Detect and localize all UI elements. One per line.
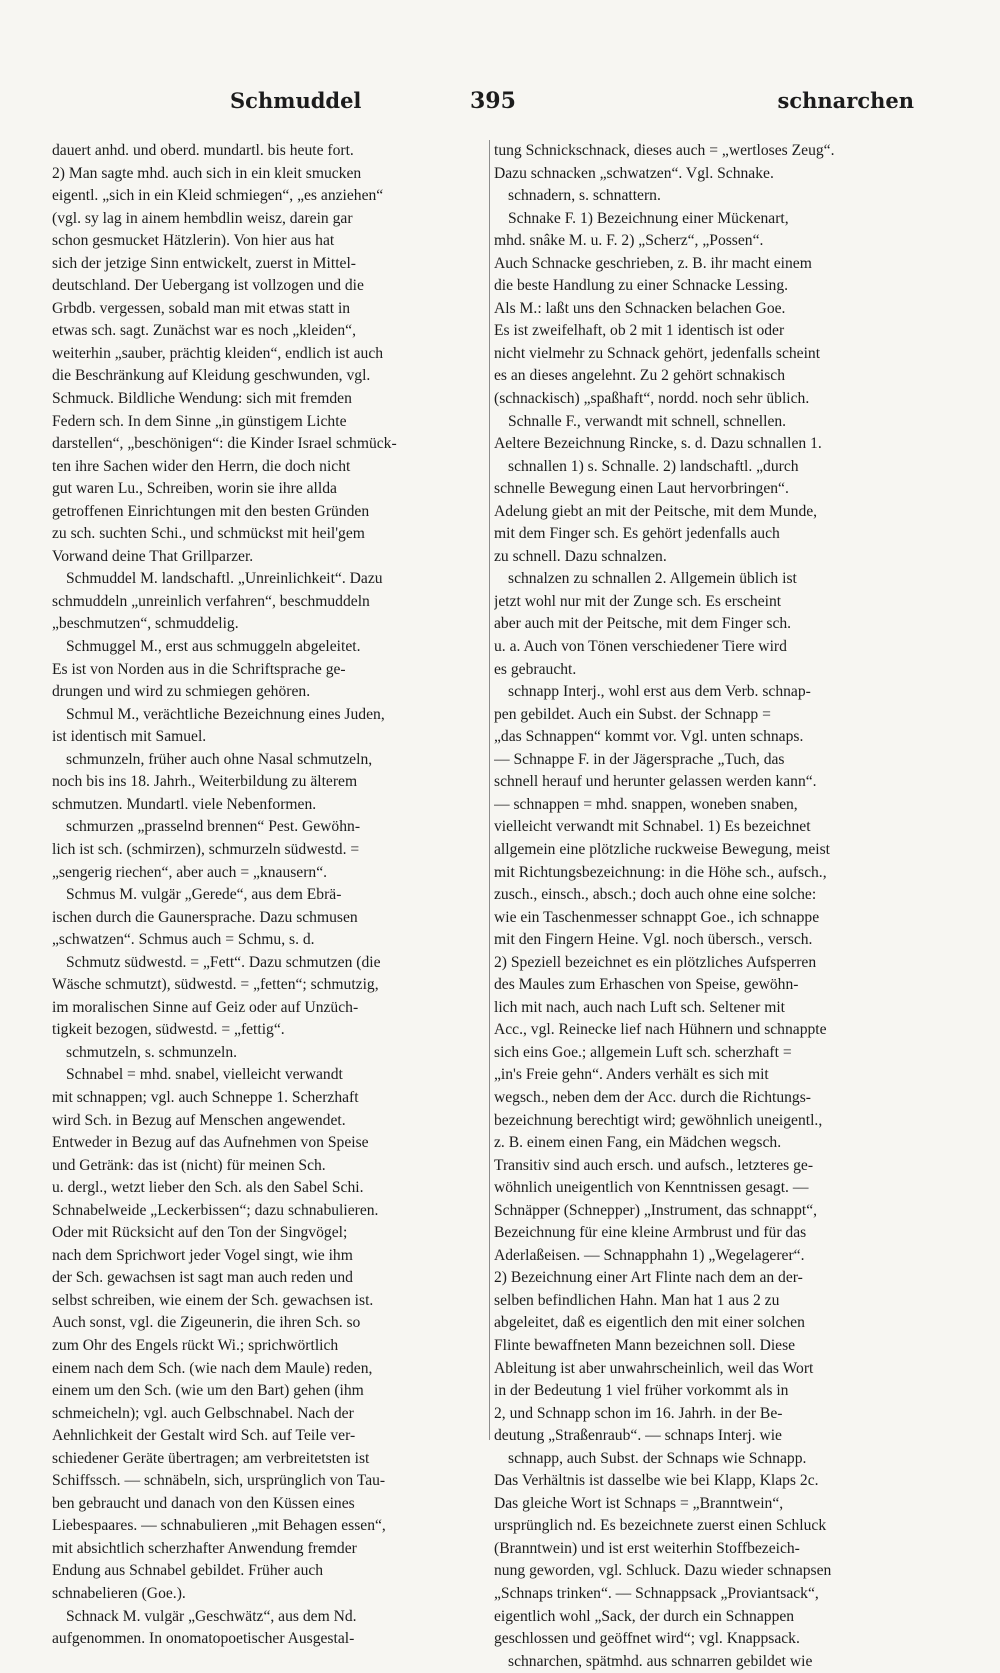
text-line: deutung „Straßenraub“. — schnaps Interj. wie [494,1427,782,1445]
text-line: Federn sch. In dem Sinne „in günstigem Lichte [52,412,347,430]
text-line: im moralischen Sinne auf Geiz oder auf Unzüch- [52,998,359,1016]
text-line: schnallen 1) s. Schnalle. 2) landschaftl. „durch [508,457,799,475]
text-line: lich mit nach, auch nach Luft sch. Seltener mit [494,998,785,1016]
text-line: Bezeichnung für eine kleine Armbrust und für das [494,1224,807,1242]
text-line: jetzt wohl nur mit der Zunge sch. Es erscheint [494,592,782,610]
text-line: 2, und Schnapp schon im 16. Jahrh. in der Be- [494,1404,783,1422]
text-line: ist identisch mit Samuel. [52,728,207,746]
text-line: Endung aus Schnabel gebildet. Früher auch [52,1562,324,1580]
text-line: Schnäpper (Schnepper) „Instrument, das schnappt“, [494,1201,818,1219]
text-line: noch bis ins 18. Jahrh., Weiterbildung zu älterem [52,773,358,791]
text-line: „sengerig riechen“, aber auch = „knausern“. [52,863,328,881]
text-line: u. dergl., wetzt lieber den Sch. als den Sabel Schi. [52,1179,364,1197]
text-line: (vgl. sy lag in ainem hembdlin weisz, darein gar [52,209,353,227]
text-line: Entweder in Bezug auf das Aufnehmen von Speise [52,1134,369,1152]
left-column [52,140,488,1651]
text-line: Schnalle F., verwandt mit schnell, schnellen. [508,412,787,430]
text-line: in der Bedeutung 1 viel früher vorkommt als in [494,1382,789,1400]
column-divider [489,140,490,1440]
text-line: weiterhin „sauber, prächtig kleiden“, endlich ist auch [52,344,384,362]
text-line: tung Schnickschnack, dieses auch = „wertloses Zeug“. [494,142,835,159]
text-line: mhd. snâke M. u. F. 2) „Scherz“, „Possen“. [494,232,764,250]
text-line: nung geworden, vgl. Schluck. Dazu wieder schnapsen [494,1562,832,1580]
text-line: zum Ohr des Engels rückt Wi.; sprichwörtlich [52,1336,339,1354]
text-line: eigentl. „sich in ein Kleid schmiegen“, „es anziehen“ [52,187,384,205]
text-line: Schmuck. Bildliche Wendung: sich mit fremden [52,390,352,408]
text-line: etwas sch. sagt. Zunächst war es noch „kleiden“, [52,322,356,340]
text-line: Oder mit Rücksicht auf den Ton der Singvögel; [52,1224,348,1242]
text-line: Schmuggel M., erst aus schmuggeln abgeleitet. [66,638,361,656]
text-line: Schnabelweide „Leckerbissen“; dazu schnabulieren. [52,1201,379,1219]
text-line: Schiffssch. — schnäbeln, sich, ursprünglich von Tau- [52,1472,386,1490]
text-line: der Sch. gewachsen ist sagt man auch reden und [52,1269,353,1287]
text-line: Grbdb. vergessen, sobald man mit etwas statt in [52,299,351,317]
text-line: Flinte bewaffneten Mann bezeichnen soll. Diese [494,1336,796,1354]
text-line: darstellen“, „beschönigen“: die Kinder Israel schmück- [52,435,397,453]
text-line: es gebraucht. [494,660,577,678]
text-line: mit Richtungsbezeichnung: in die Höhe sch., aufsch., [494,863,827,881]
text-line: schnarchen, spätmhd. aus schnarren gebildet wie [508,1652,813,1670]
text-line: Acc., vgl. Reinecke lief nach Hühnern und schnappte [494,1021,827,1039]
text-line: Schmul M., verächtliche Bezeichnung eines Juden, [66,705,385,723]
text-line: schnadern, s. schnattern. [508,187,661,205]
text-line: schnapp Interj., wohl erst aus dem Verb. schnap- [508,683,811,701]
text-line: ischen durch die Gaunersprache. Dazu schmusen [52,908,358,926]
text-line: die Beschränkung auf Kleidung geschwunden, vgl. [52,367,371,385]
text-line: gut waren Lu., Schreiben, worin sie ihre allda [52,480,337,498]
text-line: Adelung giebt an mit der Peitsche, mit dem Munde, [494,502,818,520]
text-line: Liebespaares. — schnabulieren „mit Behagen essen“, [52,1517,386,1535]
text-line: tigkeit bezogen, südwestd. = „fettig“. [52,1021,285,1039]
text-line: sich der jetzige Sinn entwickelt, zuerst in Mittel- [52,254,356,272]
text-line: wie ein Taschenmesser schnappt Goe., ich schnappe [494,908,820,926]
text-line: Schnake F. 1) Bezeichnung einer Mückenart, [508,209,789,227]
text-line: selben befindlichen Hahn. Man hat 1 aus 2 zu [494,1291,780,1309]
text-line: ursprünglich nd. Es bezeichnete zuerst einen Schluck [494,1517,827,1535]
text-line: schnalzen zu schnallen 2. Allgemein üblich ist [508,570,797,588]
text-line: schmutzeln, s. schmunzeln. [66,1043,238,1061]
text-line: schnell herauf und herunter gelassen werden kann“. [494,773,817,791]
text-line: (schnackisch) „spaßhaft“, nordd. noch sehr üblich. [494,390,810,408]
text-line: Schmus M. vulgär „Gerede“, aus dem Ebrä- [66,886,342,904]
text-line: schmurzen „prasselnd brennen“ Pest. Gewöhn- [66,818,361,836]
text-line: Aeltere Bezeichnung Rincke, s. d. Dazu schnallen 1. [494,435,822,453]
text-line: „beschmutzen“, schmuddelig. [52,615,239,633]
text-line: „schwatzen“. Schmus auch = Schmu, s. d. [52,931,315,949]
text-line: getroffenen Einrichtungen mit den besten Gründen [52,502,370,520]
text-line: Aehnlichkeit der Gestalt wird Sch. auf Teile ver- [52,1427,356,1445]
text-line: wöhnlich uneigentlich von Kenntnissen gesagt. — [494,1179,809,1197]
text-line: abgeleitet, daß es eigentlich den mit einer solchen [494,1314,805,1332]
text-line: nicht vielmehr zu Schnack gehört, jedenfalls scheint [494,344,821,362]
text-line: wegsch., neben dem der Acc. durch die Richtungs- [494,1088,811,1106]
text-line: Ableitung ist aber unwahrscheinlich, weil das Wort [494,1359,814,1377]
text-line: schon gesmucket Hätzlerin). Von hier aus hat [52,232,335,250]
text-line: schmutzen. Mundartl. viele Nebenformen. [52,795,317,813]
text-line: Schnabel = mhd. snabel, vielleicht verwandt [66,1066,343,1084]
header-right-catchword: schnarchen [777,88,914,113]
text-line: schnelle Bewegung einen Laut hervorbringen“. [494,480,789,498]
text-line: mit absichtlich scherzhafter Anwendung fremder [52,1539,357,1557]
text-line: mit den Fingern Heine. Vgl. noch übersch., versch. [494,931,813,949]
header-left-catchword: Schmuddel [230,88,362,113]
text-line: einem um den Sch. (wie um den Bart) gehen (ihm [52,1382,364,1400]
text-line: „in's Freie gehn“. Anders verhält es sich mit [494,1066,769,1084]
text-line: vielleicht verwandt mit Schnabel. 1) Es bezeichnet [494,818,811,836]
text-line: einem nach dem Sch. (wie nach dem Maule) reden, [52,1359,373,1377]
text-line: dauert anhd. und oberd. mundartl. bis heute fort. [52,142,354,159]
text-line: Das Verhältnis ist dasselbe wie bei Klapp, Klaps 2c. [494,1472,819,1490]
text-line: ben gebraucht und danach von den Küssen eines [52,1494,355,1512]
text-line: aufgenommen. In onomatopoetischer Ausgestal- [52,1630,355,1648]
text-line: wird Sch. in Bezug auf Menschen angewendet. [52,1111,346,1129]
text-line: 2) Speziell bezeichnet es ein plötzliches Aufsperren [494,953,817,971]
text-line: Auch sonst, vgl. die Zigeunerin, die ihren Sch. so [52,1314,361,1332]
text-line: des Maules zum Erhaschen von Speise, gewöhn- [494,976,799,994]
text-line: Dazu schnacken „schwatzen“. Vgl. Schnake. [494,164,774,182]
text-line: Als M.: laßt uns den Schnacken belachen Goe. [494,299,786,317]
text-line: lich ist sch. (schmirzen), schmurzeln südwestd. = [52,840,360,858]
text-line: Schmuddel M. landschaftl. „Unreinlichkeit“. Dazu [66,570,383,588]
text-line: nach dem Sprichwort jeder Vogel singt, wie ihm [52,1246,353,1264]
text-line: eigentlich wohl „Sack, der durch ein Schnappen [494,1607,795,1625]
text-line: z. B. einem einen Fang, ein Mädchen wegsch. [494,1134,782,1152]
text-line: schnapp, auch Subst. der Schnaps wie Schnapp. [508,1449,807,1467]
text-line: und Getränk: das ist (nicht) für meinen Sch. [52,1156,326,1174]
text-line: schiedener Geräte übertragen; am verbreitetsten ist [52,1449,370,1467]
text-line: Das gleiche Wort ist Schnaps = „Branntwein“, [494,1494,784,1512]
text-line: selbst schreiben, wie einem der Sch. gewachsen ist. [52,1291,374,1309]
text-line: die beste Handlung zu einer Schnacke Lessing. [494,277,789,295]
text-line: Wäsche schmutzt), südwestd. = „fetten“; schmutzig, [52,976,379,994]
text-line: bezeichnung berechtigt wird; gewöhnlich uneigentl., [494,1111,823,1129]
text-line: schmuddeln „unreinlich verfahren“, beschmuddeln [52,592,370,610]
text-line: Aderlaßeisen. — Schnapphahn 1) „Wegelagerer“. [494,1246,805,1264]
text-line: Es ist von Norden aus in die Schriftsprache ge- [52,660,346,678]
text-line: Schmutz südwestd. = „Fett“. Dazu schmutzen (die [66,953,381,971]
text-line: sich eins Goe.; allgemein Luft sch. scherzhaft = [494,1043,792,1061]
text-line: zusch., einsch., absch.; doch auch ohne eine solche: [494,886,817,904]
text-line: zu sch. suchten Schi., und schmückst mit heil'gem [52,525,365,543]
running-head [52,82,932,122]
text-line: allgemein eine plötzliche ruckweise Bewegung, meist [494,840,831,858]
text-line: Vorwand deine That Grillparzer. [52,547,254,565]
text-line: schnabelieren (Goe.). [52,1585,186,1602]
text-line: 2) Bezeichnung einer Art Flinte nach dem an der- [494,1269,803,1287]
text-line: — Schnappe F. in der Jägersprache „Tuch, das [494,750,785,768]
page-number: 395 [470,88,516,114]
text-line: Auch Schnacke geschrieben, z. B. ihr macht einem [494,254,812,272]
text-line: 2) Man sagte mhd. auch sich in ein kleit smucken [52,164,362,182]
text-line: geschlossen und geöffnet wird“; vgl. Knappsack. [494,1630,800,1648]
text-line: „das Schnappen“ kommt vor. Vgl. unten schnaps. [494,728,804,746]
text-line: „Schnaps trinken“. — Schnappsack „Proviantsack“, [494,1585,819,1602]
text-line: deutschland. Der Uebergang ist vollzogen und die [52,277,364,295]
text-line: (Branntwein) und ist erst weiterhin Stoffbezeich- [494,1539,800,1557]
text-line: Transitiv sind auch ersch. und aufsch., letzteres ge- [494,1156,814,1174]
text-line: Es ist zweifelhaft, ob 2 mit 1 identisch ist oder [494,322,785,340]
right-column [494,140,930,1673]
text-line: es an dieses angelehnt. Zu 2 gehört schnakisch [494,367,785,385]
text-line: mit dem Finger sch. Es gehört jedenfalls auch [494,525,780,543]
text-line: aber auch mit der Peitsche, mit dem Finger sch. [494,615,792,633]
text-line: zu schnell. Dazu schnalzen. [494,547,667,565]
text-line: — schnappen = mhd. snappen, woneben snaben, [494,795,798,813]
text-line: ten ihre Sachen wider den Herrn, die doch nicht [52,457,351,475]
text-line: schmunzeln, früher auch ohne Nasal schmutzeln, [66,750,373,768]
text-line: Schnack M. vulgär „Geschwätz“, aus dem Nd. [66,1607,357,1625]
text-line: drungen und wird zu schmiegen gehören. [52,683,311,701]
text-line: mit schnappen; vgl. auch Schneppe 1. Scherzhaft [52,1088,359,1106]
text-line: schmeicheln); vgl. auch Gelbschnabel. Nach der [52,1404,354,1422]
text-line: u. a. Auch von Tönen verschiedener Tiere wird [494,638,787,656]
text-line: pen gebildet. Auch ein Subst. der Schnapp = [494,705,771,723]
